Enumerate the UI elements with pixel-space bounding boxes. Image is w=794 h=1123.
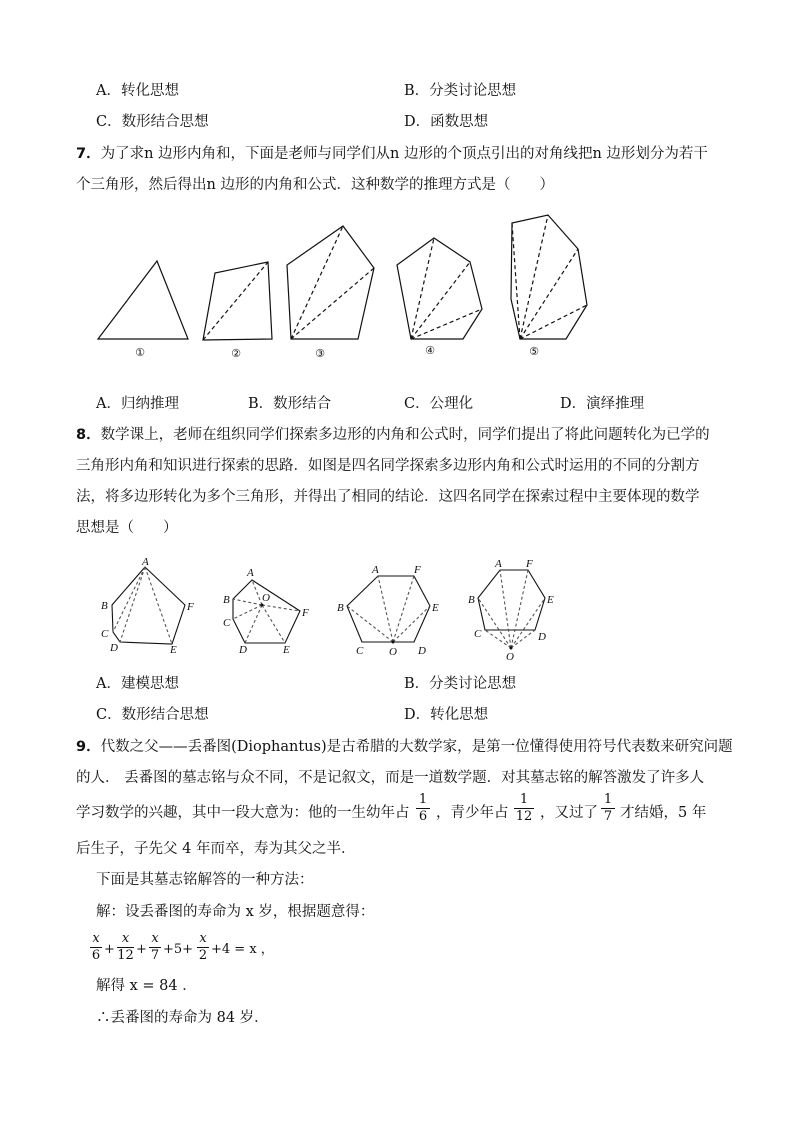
svg-text:F: F [302, 607, 309, 619]
svg-text:B: B [101, 600, 108, 612]
q6-option-c: C．数形结合思想 [96, 114, 209, 130]
fig-label-2: ② [231, 347, 241, 360]
q8-stem-line3: 法，将多边形转化为多个三角形，并得出了相同的结论．这四名同学在探索过程中主要体现的数学 [76, 489, 700, 505]
svg-text:D: D [110, 642, 118, 654]
fig-label-4: ④ [425, 344, 435, 357]
fig-triangle [98, 261, 188, 339]
q9-method-intro: 下面是其墓志铭解答的一种方法： [96, 872, 314, 888]
svg-text:D: D [538, 631, 546, 643]
q9-number: 9． [76, 739, 101, 755]
fraction-one-sixth: 1 6 [416, 793, 430, 824]
q8-number: 8． [76, 427, 101, 443]
q9-stem-line3a: 学习数学的兴趣，其中一段大意为：他的一生幼年占 [76, 805, 410, 821]
q9-solution-result: 解得 x = 84 ． [96, 978, 197, 994]
q8-option-c: C．数形结合思想 [96, 707, 209, 723]
svg-text:A: A [372, 564, 379, 576]
fig-label-5: ⑤ [529, 345, 539, 358]
svg-text:A: A [142, 556, 149, 568]
fraction-one-seventh: 1 7 [601, 793, 615, 824]
svg-text:F: F [414, 564, 421, 576]
svg-text:E: E [547, 594, 554, 606]
svg-text:E: E [283, 644, 290, 656]
q7-stem-line2: 个三角形，然后得出n 边形的内角和公式．这种数学的推理方式是（ ） [76, 177, 554, 193]
svg-text:D: D [239, 644, 247, 656]
svg-text:B: B [337, 602, 344, 614]
q8-stem-line4: 思想是（ ） [76, 520, 178, 536]
q7-stem-line1: 7．为了求n 边形内角和，下面是老师与同学们从n 边形的个顶点引出的对角线把n 边形划分为若干 [76, 146, 708, 162]
q7-option-b: B．数形结合 [248, 396, 332, 412]
q6-option-b: B．分类讨论思想 [404, 83, 517, 99]
svg-text:D: D [418, 645, 426, 657]
q8-option-d: D．转化思想 [404, 707, 489, 723]
svg-text:C: C [223, 617, 231, 629]
q8-stem-line1: 8．数学课上，老师在组织同学们探索多边形的内角和公式时，同学们提出了将此问题转化为已学的 [76, 427, 710, 443]
fig-heptagon [511, 215, 587, 339]
q8-option-a: A．建模思想 [96, 676, 179, 692]
svg-text:F: F [187, 601, 194, 613]
q9-stem-line4: 后生子，子先父 4 年而卒，寿为其父之半． [76, 841, 356, 857]
fig-label-1: ① [135, 346, 145, 359]
q8-division-figures [0, 555, 794, 665]
q7-number: 7． [76, 146, 101, 162]
svg-text:E: E [170, 644, 177, 656]
q7-option-c: C．公理化 [404, 396, 474, 412]
fig-pentagon [287, 226, 374, 339]
fraction-one-twelfth: 1 12 [515, 792, 533, 824]
q9-solution-setup: 解：设丢番图的寿命为 x 岁，根据题意得： [96, 904, 375, 920]
svg-text:B: B [223, 594, 230, 606]
svg-text:B: B [468, 594, 475, 606]
fig-hexagon [397, 238, 482, 339]
q9-stem-line3d: 才结婚，5 年 [620, 805, 707, 821]
q7-polygon-figures [0, 205, 794, 365]
q7-option-d: D．演绎推理 [560, 396, 645, 412]
q8-fig3 [347, 576, 430, 642]
svg-text:O: O [506, 651, 514, 663]
q9-equation: x 6 + x 12 + x 7 +5+ x 2 +4 = x ， [91, 931, 274, 963]
svg-text:A: A [247, 567, 254, 579]
svg-text:A: A [495, 558, 502, 570]
svg-text:O: O [262, 592, 270, 604]
svg-text:C: C [474, 628, 482, 640]
q8-fig4 [478, 570, 545, 630]
fig-label-3: ③ [315, 347, 325, 360]
svg-text:E: E [432, 602, 439, 614]
q6-option-d: D．函数思想 [404, 114, 489, 130]
svg-text:F: F [526, 558, 533, 570]
q9-stem-line3c: ，又过了 [540, 805, 598, 821]
q8-option-b: B．分类讨论思想 [404, 676, 517, 692]
q9-stem-line1: 9．代数之父——丢番图(Diophantus)是古希腊的大数学家，是第一位懂得使用符号代表数来研究问题 [76, 739, 733, 755]
q9-stem-line2: 的人． 丢番图的墓志铭与众不同，不是记叙文，而是一道数学题．对其墓志铭的解答激发了许多人 [76, 770, 705, 786]
q7-option-a: A．归纳推理 [96, 396, 179, 412]
q8-stem-line2: 三角形内角和知识进行探索的思路．如图是四名同学探索多边形内角和公式时运用的不同的分割方 [76, 458, 700, 474]
q9-conclusion: ∴丢番图的寿命为 84 岁． [96, 1010, 269, 1026]
svg-text:C: C [356, 645, 364, 657]
q9-stem-line3b: ，青少年占 [436, 805, 509, 821]
q6-option-a: A．转化思想 [96, 83, 179, 99]
svg-text:O: O [389, 646, 397, 658]
svg-text:C: C [101, 628, 109, 640]
